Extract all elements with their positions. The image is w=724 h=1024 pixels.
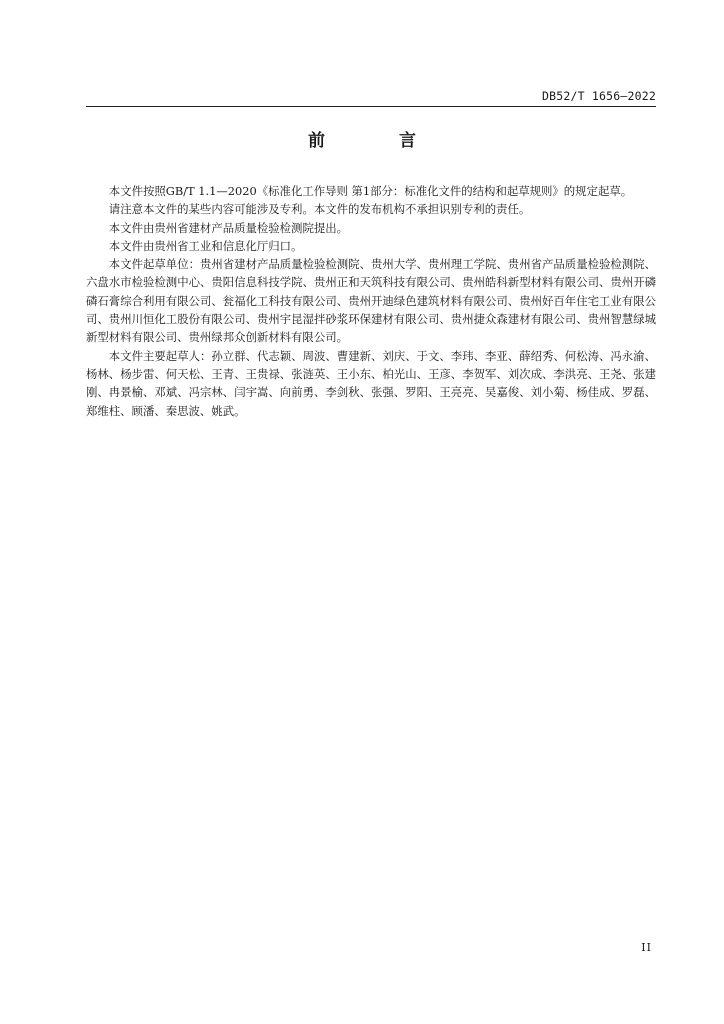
header-divider bbox=[86, 106, 656, 107]
paragraph-administered-by: 本文件由贵州省工业和信息化厅归口。 bbox=[108, 238, 303, 253]
paragraph-drafting-basis: 本文件按照GB/T 1.1—2020《标准化工作导则 第1部分：标准化文件的结构和起草规则》的规定起草。 bbox=[108, 184, 633, 198]
paragraph-patent-notice: 请注意本文件的某些内容可能涉及专利。本文件的发布机构不承担识别专利的责任。 bbox=[108, 202, 531, 217]
foreword-body bbox=[86, 182, 656, 420]
standard-code: DB52/T 1656—2022 bbox=[542, 89, 656, 103]
page-title: 前 言 bbox=[308, 131, 450, 151]
paragraph-proposed-by: 本文件由贵州省建材产品质量检验检测院提出。 bbox=[108, 220, 349, 235]
page-number: II bbox=[641, 941, 652, 954]
paragraph-drafting-units: 本文件起草单位：贵州省建材产品质量检验检测院、贵州大学、贵州理工学院、贵州省产品质量检验检测院、六盘水市检验检测中心、贵阳信息科技学院、贵州正和天筑科技有限公司、贵州皓科新型材料有限公司、贵州开磷磷石膏综合利用有限公司、瓮福化工科技有限公司、贵州开迪绿色建筑材料有限公司、贵州好百年住宅工业有限公司、贵州川恒化工股份有限公司、贵州宇昆湿拌砂浆环保建材有限公司、贵州捷众森建材有限公司、贵州智慧绿城新型材料有限公司、贵州绿邦众创新材料有限公司。 bbox=[86, 257, 656, 345]
paragraph-drafters: 本文件主要起草人：孙立群、代志颖、周波、曹建新、刘庆、于文、李玮、李亚、薛绍秀、何松涛、冯永渝、杨林、杨步雷、何天松、王青、王贵禄、张涟英、王小东、柏光山、王彦、李贺军、刘次成、李洪亮、王尧、张建刚、冉景榆、邓斌、冯宗林、闫宇嵩、向前勇、李剑秋、张强、罗阳、王亮亮、吴嘉俊、刘小菊、杨佳成、罗磊、郑维柱、顾潘、秦思波、姚武。 bbox=[86, 348, 656, 418]
